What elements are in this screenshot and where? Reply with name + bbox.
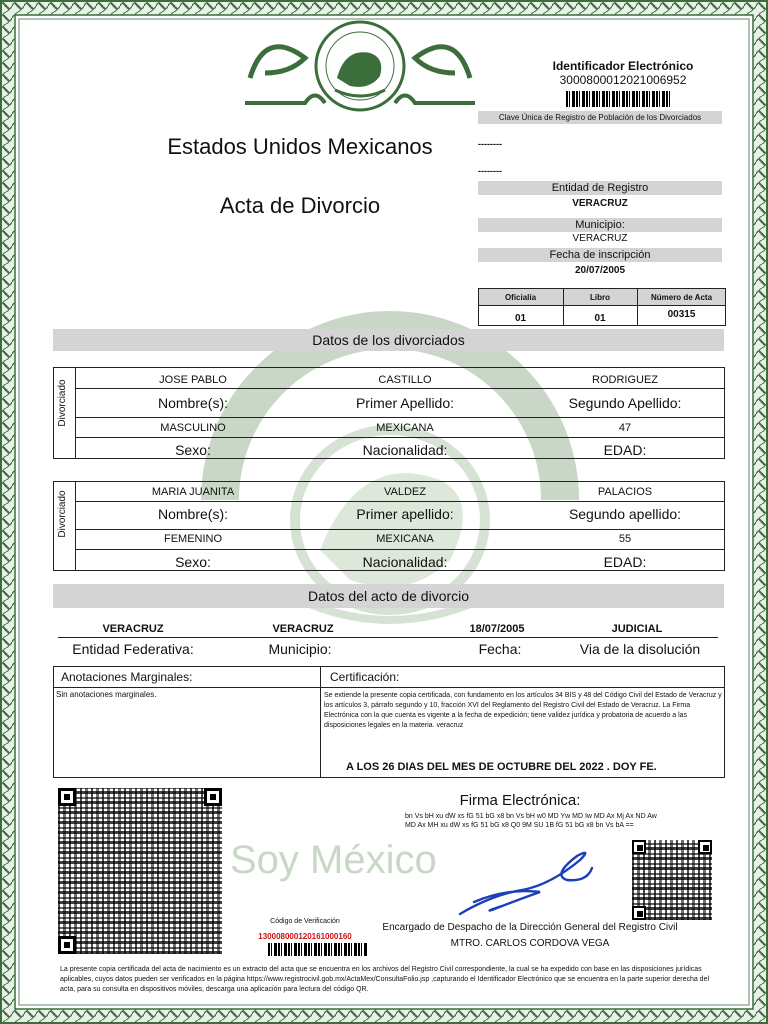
acto-municipio-value: VERACRUZ (272, 623, 334, 635)
acto-entidad-label: Entidad Federativa: (72, 641, 194, 657)
section-divorciados-title: Datos de los divorciados (53, 329, 724, 351)
curp-line-1: -------- (478, 139, 502, 149)
divorciado-1-apellido2-label: Segundo Apellido: (568, 395, 682, 411)
fecha-inscripcion-value: 20/07/2005 (574, 265, 626, 276)
coat-of-arms-crest (245, 18, 475, 120)
divorciado-2-nombre: MARIA JUANITA (151, 486, 235, 498)
qr-code-large (58, 788, 222, 954)
firma-electronica-hash: bn Vs bH xu dW xs fG 51 bG x8 bn Vs bH w0 MD Yw MD Iw MD Ax Mj Ax ND Aw MD Ax MH xu dW xs fG 51 bG x8 Q0 9M SU 1B fG 51 bG x8 bn Vs bA == (405, 813, 657, 829)
acto-entidad-value: VERACRUZ (102, 623, 164, 635)
anotaciones-divider (320, 666, 321, 778)
soy-mexico-watermark: Soy México (230, 838, 437, 882)
divorciado-2-apellido2-label: Segundo apellido: (568, 506, 682, 522)
curp-label: Clave Única de Registro de Población de los Divorciados (478, 111, 722, 124)
footer-legal-note: La presente copia certificada del acta de nacimiento es un extracto del acta que se encuentra en los archivos del Registro Civil correspondiente, la cual se ha expedido con base en las disposiciones jurídicas aplicables, cuyos datos pueden ser verificados en la página https://www.registrocivil.gob.mx/ActaMex/ConsultaFolio.jsp ,capturando el Identificador Electrónico que se encuentra en la parte superior derecha del acta, para su consulta en dispositivos móviles, descarga una aplicación para lectura del código QR. (60, 966, 710, 993)
section-acto-title: Datos del acto de divorcio (53, 584, 724, 608)
libro-value: 01 (594, 313, 606, 324)
certificacion-text: Se extiende la presente copia certificada, con fundamento en los artículos 34 BIS y 48 del Código Civil del Estado de Veracruz y los artículos 3, párrafo segundo y 10, fracción XVI del Reglamento del Registro Civil del Estado de Veracruz. La Firma Electrónica con la que cuenta es vigente a la fecha de expedición; tiene validez jurídica y probatoria de acuerdo a las disposiciones legales en la materia. veracruz (324, 692, 722, 729)
oficialia-label: Oficialía (504, 293, 537, 302)
divorciado-1-apellido2: RODRIGUEZ (592, 374, 658, 386)
divorciado-1-apellido1-label: Primer Apellido: (355, 395, 455, 411)
acto-fecha-label: Fecha: (478, 641, 522, 657)
divorciado-2-side-label: Divorciado (57, 490, 68, 538)
divorciado-2-edad-label: EDAD: (603, 554, 647, 570)
codigo-verificacion-value: 130008000120161000160 (258, 932, 352, 941)
divorciado-2-sexo: FEMENINO (163, 533, 223, 545)
divorciado-1-edad: 47 (618, 422, 632, 434)
divorciado-1-rule-2 (75, 417, 725, 418)
municipio-registro-value: VERACRUZ (572, 233, 628, 244)
divorciado-1-edad-label: EDAD: (603, 442, 647, 458)
divorciado-2-side-divider (75, 481, 76, 571)
divorciado-2-sexo-label: Sexo: (175, 554, 211, 570)
entidad-registro-label: Entidad de Registro (478, 181, 722, 195)
anotaciones-label: Anotaciones Marginales: (61, 670, 193, 684)
qr-code-small (632, 840, 712, 920)
acto-via-label: Via de la disolución (579, 641, 701, 657)
divorciado-2-edad: 55 (618, 533, 632, 545)
municipio-registro-label: Municipio: (478, 218, 722, 232)
identificador-number: 3000800012021006952 (559, 73, 687, 87)
divorciado-1-side-label: Divorciado (57, 379, 68, 427)
acto-fecha-value: 18/07/2005 (469, 623, 525, 635)
registry-table-divider (478, 305, 726, 306)
numero-acta-label: Número de Acta (650, 293, 713, 302)
divorciado-1-apellido1: CASTILLO (378, 374, 432, 386)
signer-name: MTRO. CARLOS CORDOVA VEGA (450, 938, 610, 949)
divorciado-2-apellido2: PALACIOS (597, 486, 653, 498)
firma-electronica-title: Firma Electrónica: (459, 792, 581, 809)
acto-rule (58, 637, 718, 638)
divorciado-1-rule-1 (75, 388, 725, 389)
oficialia-value: 01 (514, 313, 527, 324)
codigo-verificacion-barcode (268, 943, 368, 956)
divorciado-2-nombre-label: Nombre(s): (157, 506, 228, 522)
codigo-verificacion-label: Código de Verificación (270, 918, 340, 925)
identificador-barcode (566, 91, 670, 107)
divorciado-2-nacionalidad: MEXICANA (376, 533, 434, 545)
divorciado-1-nombre: JOSE PABLO (159, 374, 227, 386)
acto-via-value: JUDICIAL (611, 623, 663, 635)
acto-municipio-label: Municipio: (268, 641, 332, 657)
signer-role: Encargado de Despacho de la Dirección General del Registro Civil (382, 922, 678, 933)
divorciado-2-apellido1-label: Primer apellido: (356, 506, 454, 522)
certificacion-date-line: A LOS 26 DIAS DEL MES DE OCTUBRE DEL 2022 . DOY FE. (346, 761, 657, 773)
document-title: Acta de Divorcio (219, 193, 381, 218)
anotaciones-header-rule (53, 687, 725, 688)
divorciado-1-nombre-label: Nombre(s): (157, 395, 228, 411)
fecha-inscripcion-label: Fecha de inscripción (478, 248, 722, 262)
divorciado-2-rule-2 (75, 529, 725, 530)
divorciado-2-nacionalidad-label: Nacionalidad: (362, 554, 448, 570)
divorciado-1-nacionalidad-label: Nacionalidad: (362, 442, 448, 458)
numero-acta-value: 00315 (667, 309, 696, 320)
divorciado-1-sexo: MASCULINO (160, 422, 226, 434)
divorciado-1-nacionalidad: MEXICANA (376, 422, 434, 434)
divorciado-1-sexo-label: Sexo: (175, 442, 211, 458)
curp-line-2: -------- (478, 166, 502, 176)
country-title: Estados Unidos Mexicanos (167, 134, 433, 159)
handwritten-signature (452, 840, 602, 922)
divorciado-1-side-divider (75, 367, 76, 459)
divorciado-2-rule-3 (75, 549, 725, 550)
divorciado-1-rule-3 (75, 437, 725, 438)
identificador-label: Identificador Electrónico (552, 59, 694, 73)
divorciado-2-rule-1 (75, 501, 725, 502)
libro-label: Libro (590, 293, 610, 302)
anotaciones-text: Sin anotaciones marginales. (56, 690, 157, 699)
entidad-registro-value: VERACRUZ (572, 198, 628, 209)
certificacion-label: Certificación: (330, 670, 400, 684)
divorciado-2-apellido1: VALDEZ (384, 486, 426, 498)
